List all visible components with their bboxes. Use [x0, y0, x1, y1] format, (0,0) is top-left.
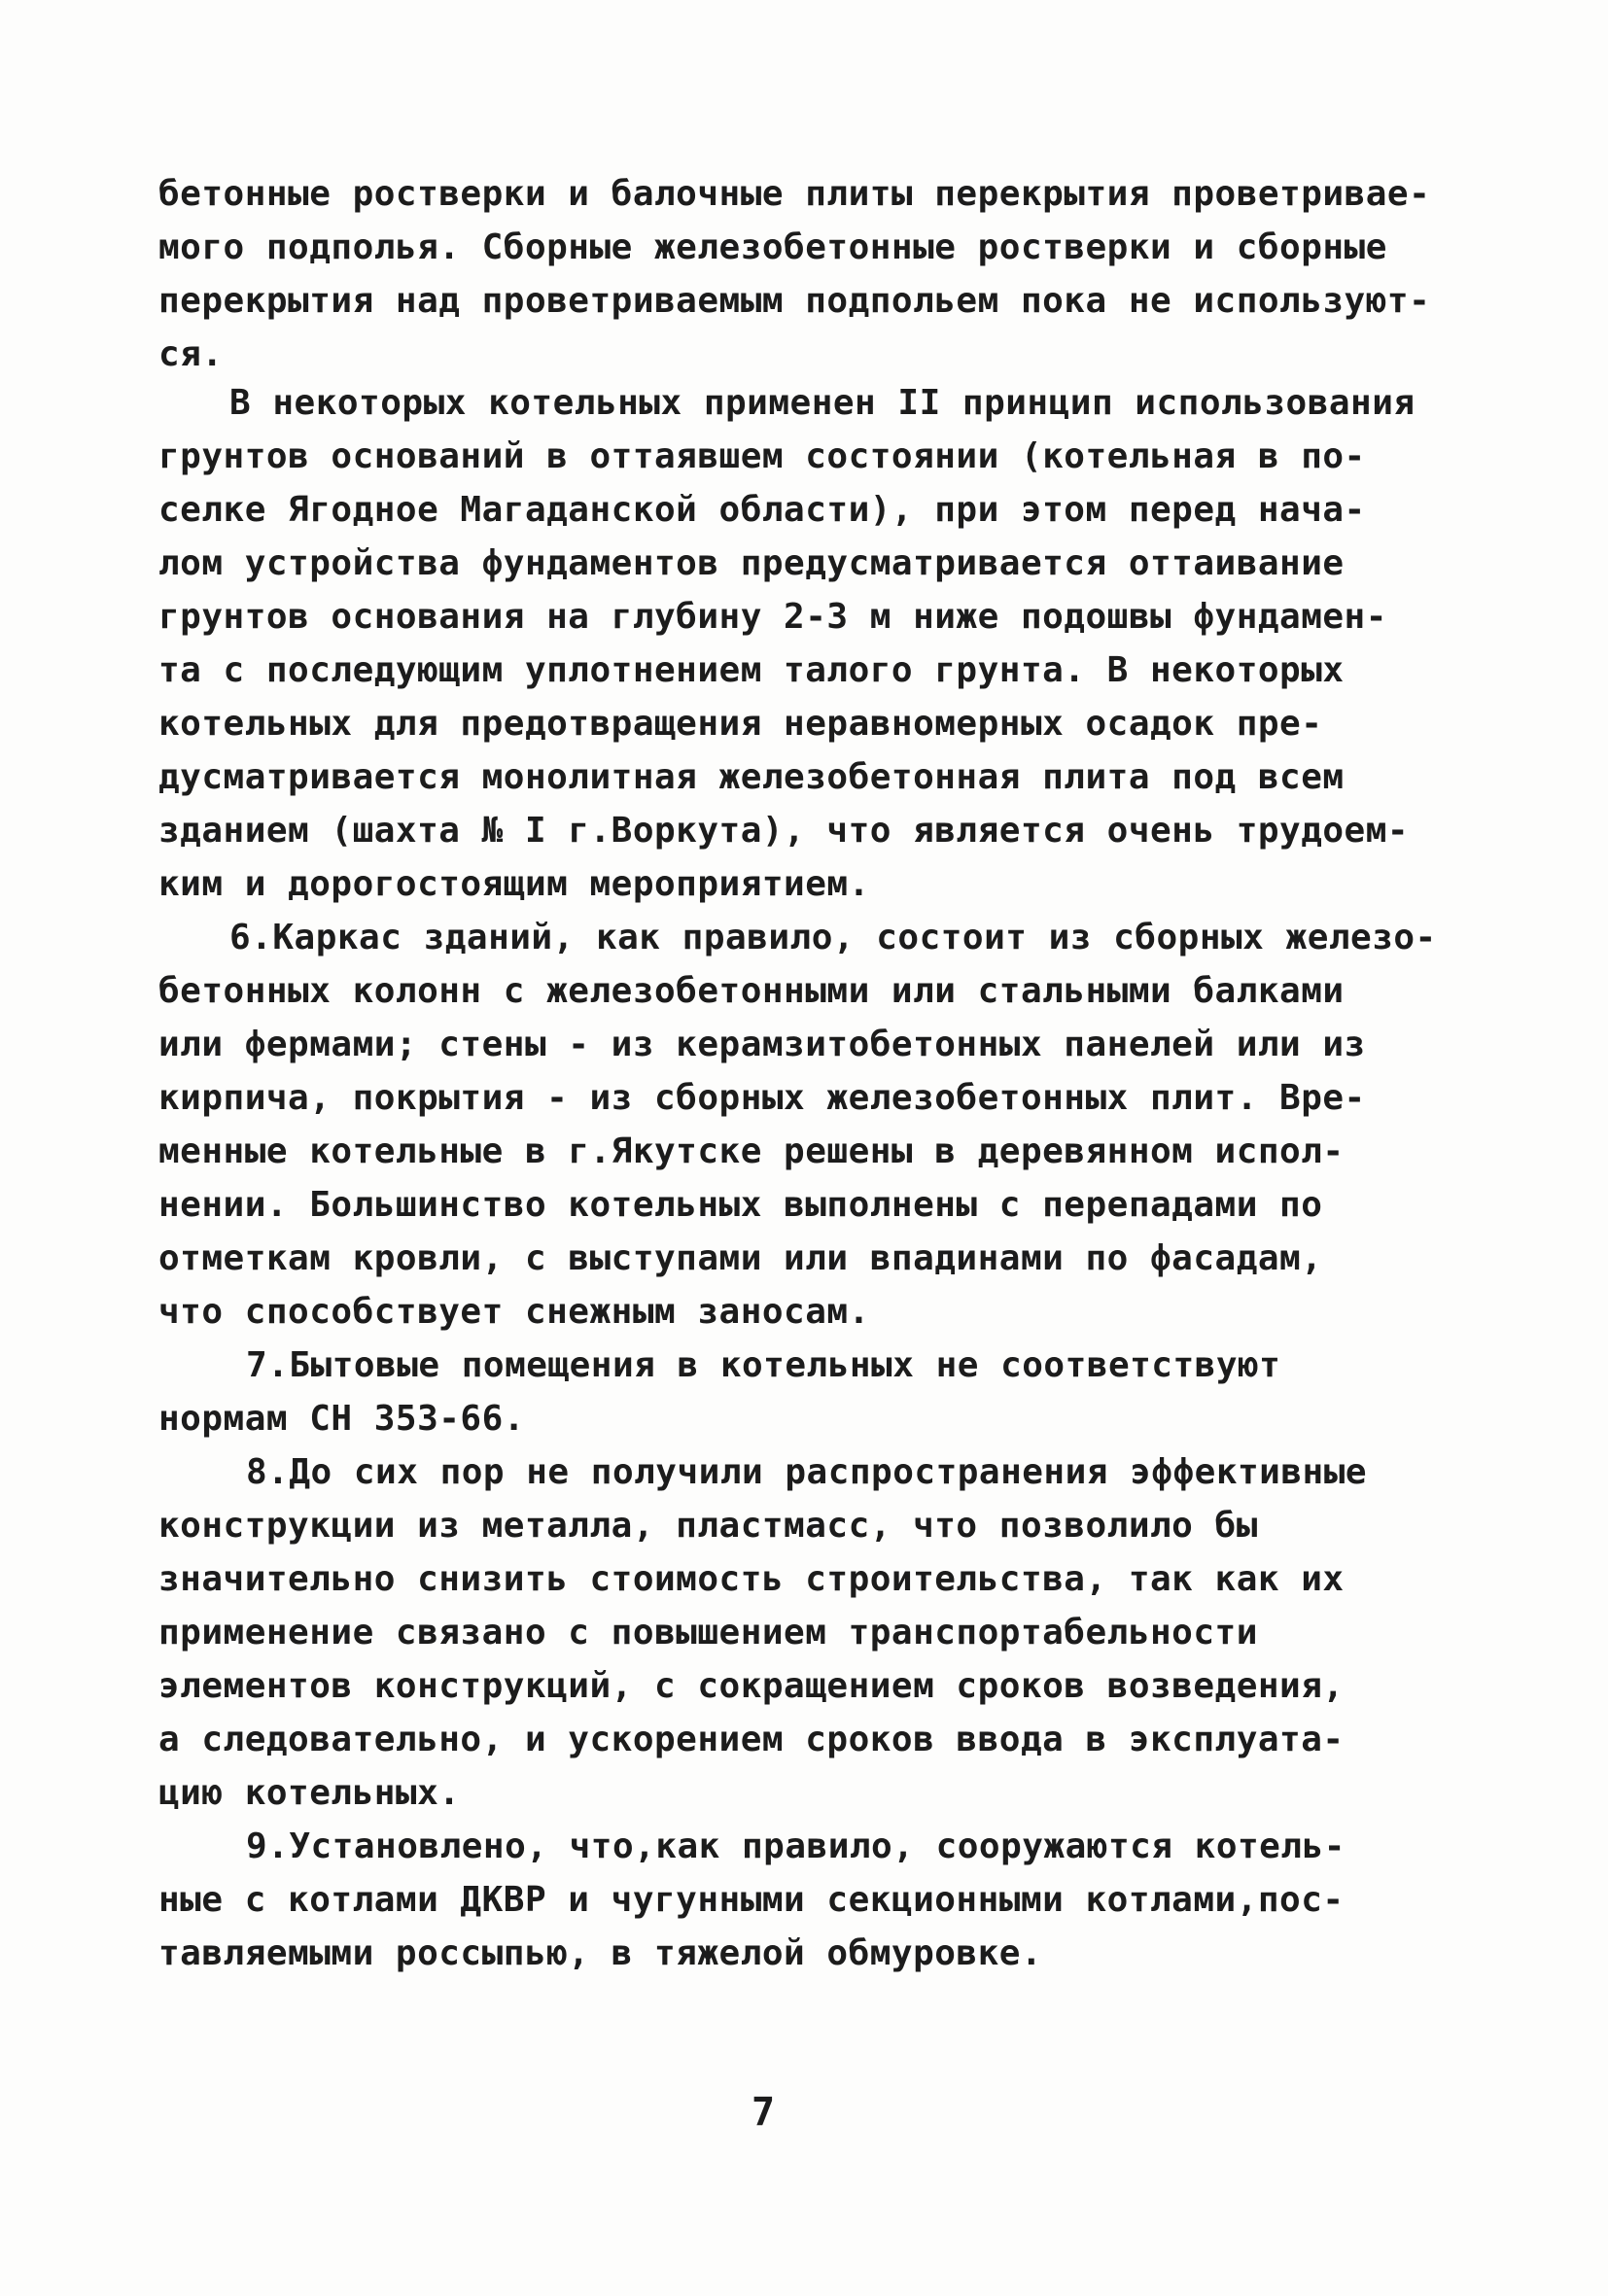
text-line: дусматривается монолитная железобетонная плита под всем	[158, 757, 1345, 797]
paragraph-first-line: 8.До сих пор не получили распространения эффективные	[246, 1452, 1368, 1492]
text-line: бетонных колонн с железобетонными или стальными балками	[158, 971, 1345, 1011]
text-line: что способствует снежным заносам.	[158, 1292, 870, 1332]
text-line: а следовательно, и ускорением сроков ввода в эксплуата-	[158, 1720, 1345, 1759]
text-line: бетонные ростверки и балочные плиты перекрытия проветривае-	[158, 174, 1431, 214]
text-line: менные котельные в г.Якутске решены в деревянном испол-	[158, 1131, 1345, 1171]
paragraph-first-line: 9.Установлено, что,как правило, сооружаются котель-	[246, 1826, 1346, 1866]
text-line: нении. Большинство котельных выполнены с перепадами по	[158, 1185, 1323, 1225]
text-line: зданием (шахта № I г.Воркута), что является очень трудоем-	[158, 811, 1410, 851]
text-line: или фермами; стены - из керамзитобетонных панелей или из	[158, 1025, 1366, 1064]
page-number: 7	[751, 2090, 776, 2135]
text-line: кирпича, покрытия - из сборных железобетонных плит. Вре-	[158, 1078, 1366, 1118]
text-line: нормам СН 353-66.	[158, 1399, 525, 1439]
text-line: мого подполья. Сборные железобетонные ростверки и сборные	[158, 227, 1387, 267]
text-line: селке Ягодное Магаданской области), при этом перед нача-	[158, 490, 1366, 530]
paragraph-first-line: 7.Бытовые помещения в котельных не соответствуют	[246, 1345, 1281, 1385]
text-line: лом устройства фундаментов предусматривается оттаивание	[158, 543, 1345, 583]
text-line: значительно снизить стоимость строительства, так как их	[158, 1559, 1345, 1599]
text-line: отметкам кровли, с выступами или впадинами по фасадам,	[158, 1238, 1323, 1278]
text-line: применение связано с повышением транспортабельности	[158, 1613, 1258, 1652]
text-line: конструкции из металла, пластмасс, что позволило бы	[158, 1506, 1258, 1546]
text-line: грунтов основания на глубину 2-3 м ниже подошвы фундамен-	[158, 597, 1387, 637]
text-line: цию котельных.	[158, 1773, 461, 1813]
text-line: ся.	[158, 334, 224, 374]
paragraph-first-line: В некоторых котельных применен II принцип использования	[229, 383, 1416, 423]
text-line: элементов конструкций, с сокращением сроков возведения,	[158, 1666, 1345, 1706]
text-line: перекрытия над проветриваемым подпольем пока не используют-	[158, 281, 1431, 321]
text-line: грунтов оснований в оттаявшем состоянии (котельная в по-	[158, 436, 1366, 476]
text-line: тавляемыми россыпью, в тяжелой обмуровке.	[158, 1933, 1043, 1973]
text-line: котельных для предотвращения неравномерных осадок пре-	[158, 704, 1323, 744]
text-line: ные с котлами ДКВР и чугунными секционными котлами,пос-	[158, 1880, 1345, 1920]
text-line: та с последующим уплотнением талого грунта. В некоторых	[158, 650, 1345, 690]
paragraph-first-line: 6.Каркас зданий, как правило, состоит из сборных железо-	[229, 918, 1437, 957]
text-line: ким и дорогостоящим мероприятием.	[158, 864, 870, 904]
